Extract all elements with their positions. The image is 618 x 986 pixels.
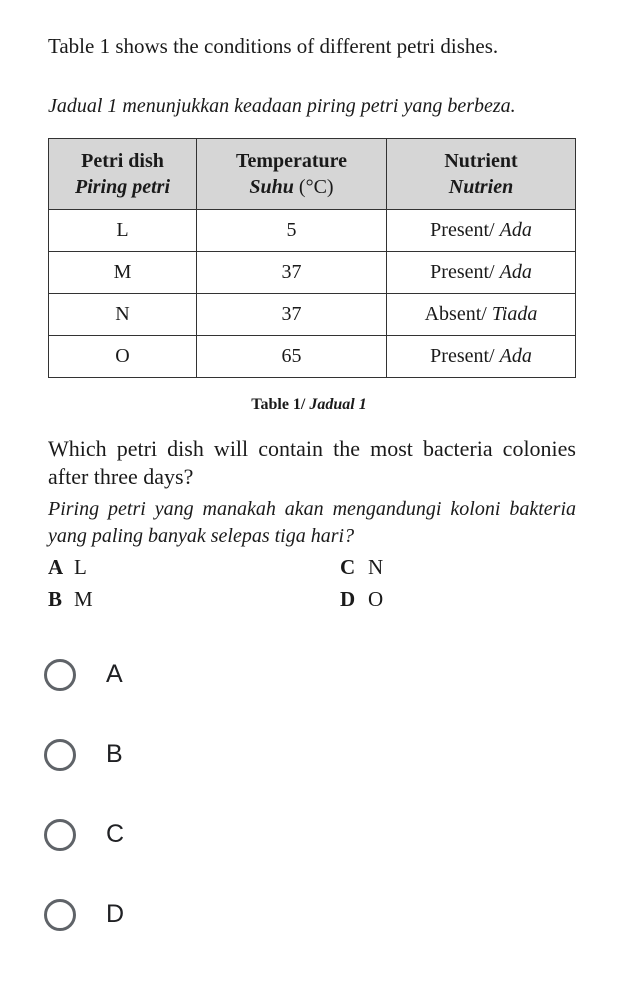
nutrient-en: Absent/	[424, 303, 492, 325]
nutrient-cell	[387, 336, 576, 378]
radio-circle-icon[interactable]	[44, 819, 76, 851]
temp-cell: 37	[197, 294, 387, 336]
nutrient-cell	[387, 210, 576, 252]
radio-label[interactable]: B	[106, 740, 123, 768]
petri-dish-table	[48, 138, 576, 378]
radio-circle-icon[interactable]	[44, 659, 76, 691]
header-ms: Piring petri	[74, 176, 170, 198]
nutrient-ms: Tiada	[491, 303, 538, 325]
radio-label[interactable]: C	[106, 820, 125, 848]
nutrient-cell	[387, 252, 576, 294]
intro-malay: Jadual 1 menunjukkan keadaan piring petri yang berbeza.	[48, 95, 516, 117]
header-en: Petri dish	[81, 150, 164, 172]
choice-text: O	[368, 587, 384, 611]
nutrient-cell	[387, 294, 576, 336]
nutrient-en: Present/	[430, 345, 500, 367]
table-row	[49, 252, 576, 294]
table-header-row	[49, 139, 576, 210]
header-nutrient	[387, 139, 576, 210]
temp-cell: 37	[197, 252, 387, 294]
dish-cell: M	[49, 252, 197, 294]
header-ms: Suhu	[249, 176, 294, 198]
temp-cell: 5	[197, 210, 387, 252]
dish-cell: O	[49, 336, 197, 378]
nutrient-ms: Ada	[499, 345, 532, 367]
dish-cell: L	[49, 210, 197, 252]
radio-label[interactable]: D	[106, 900, 125, 928]
header-ms: Nutrien	[448, 176, 514, 198]
choice-letter: A	[48, 555, 64, 579]
nutrient-ms: Ada	[499, 261, 532, 283]
caption-en: Table 1/	[251, 396, 310, 413]
table-caption	[0, 396, 618, 414]
radio-label[interactable]: A	[106, 660, 123, 688]
table-row	[49, 336, 576, 378]
dish-cell: N	[49, 294, 197, 336]
question-english: Which petri dish will contain the most bacteria colonies after three days?	[48, 436, 576, 489]
nutrient-ms: Ada	[499, 219, 532, 241]
choice-text: N	[368, 555, 384, 579]
table-row	[49, 294, 576, 336]
header-en: Nutrient	[444, 150, 518, 172]
table-row	[49, 210, 576, 252]
header-en: Temperature	[235, 150, 348, 172]
caption-ms: Jadual 1	[309, 396, 367, 413]
choice-letter: C	[340, 555, 356, 579]
choice-letter: B	[48, 587, 63, 611]
header-temperature	[197, 139, 387, 210]
choice-letter: D	[340, 587, 356, 611]
question-malay: Piring petri yang manakah akan mengandungi koloni bakteria yang paling banyak selepas tiga hari?	[48, 498, 576, 547]
header-petri-dish	[49, 139, 197, 210]
choice-text: L	[74, 555, 87, 579]
radio-circle-icon[interactable]	[44, 899, 76, 931]
intro-english: Table 1 shows the conditions of different petri dishes.	[48, 34, 499, 58]
nutrient-en: Present/	[430, 219, 500, 241]
radio-circle-icon[interactable]	[44, 739, 76, 771]
temp-cell: 65	[197, 336, 387, 378]
nutrient-en: Present/	[430, 261, 500, 283]
header-unit: (°C)	[293, 176, 334, 198]
choice-text: M	[74, 587, 93, 611]
answer-choices	[48, 555, 576, 615]
